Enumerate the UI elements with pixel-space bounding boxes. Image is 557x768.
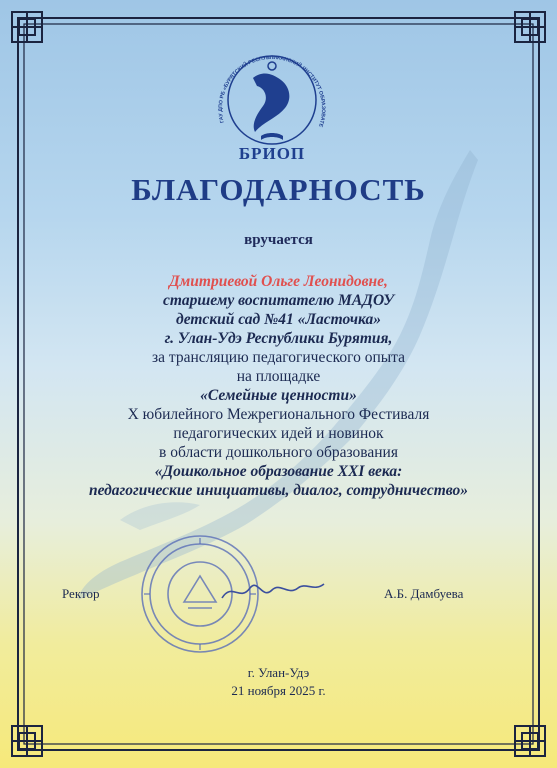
corner-knot-top-right (515, 12, 545, 42)
festival-line-2: педагогических идей и новинок (173, 425, 384, 442)
footer-date: 21 ноября 2025 г. (231, 683, 326, 698)
signatory-name: А.Б. Дамбуева (384, 586, 464, 601)
festival-name-line-2: педагогические инициативы, диалог, сотрудничество» (88, 482, 469, 499)
footer-city: г. Улан-Удэ (247, 665, 310, 680)
corner-knot-bottom-right (515, 726, 545, 756)
reason-line-2: на площадке (236, 368, 321, 385)
recipient-name: Дмитриевой Ольге Леонидовне, (169, 273, 388, 290)
festival-line-1: X юбилейного Межрегионального Фестиваля (127, 406, 430, 423)
recipient-position: старшему воспитателю МАДОУ (162, 292, 395, 309)
recipient-institution: детский сад №41 «Ласточка» (176, 311, 381, 328)
signatory-position: Ректор (62, 586, 100, 601)
certificate-title: БЛАГОДАРНОСТЬ (131, 172, 426, 207)
corner-knot-bottom-left (12, 726, 42, 756)
reason-line-1: за трансляцию педагогического опыта (152, 349, 405, 366)
platform-name: «Семейные ценности» (200, 387, 357, 404)
signature-scribble (218, 572, 328, 612)
recipient-city: г. Улан-Удэ Республики Бурятия, (164, 330, 393, 347)
corner-knot-top-left (12, 12, 42, 42)
footer (0, 664, 557, 700)
logo-wordmark: БРИОП (238, 144, 306, 163)
certificate-body (40, 272, 517, 500)
briop-logo (211, 48, 333, 163)
festival-name-line-1: «Дошкольное образование XXI века: (154, 463, 403, 480)
awarded-label: вручается (244, 232, 313, 248)
logo-ring-text: ГАУ ДПО РБ «БУРЯТСКИЙ РЕСПУБЛИКАНСКИЙ ИНСТИТУТ ОБРАЗОВАТЕ (217, 54, 327, 128)
festival-line-3: в области дошкольного образования (159, 444, 398, 461)
